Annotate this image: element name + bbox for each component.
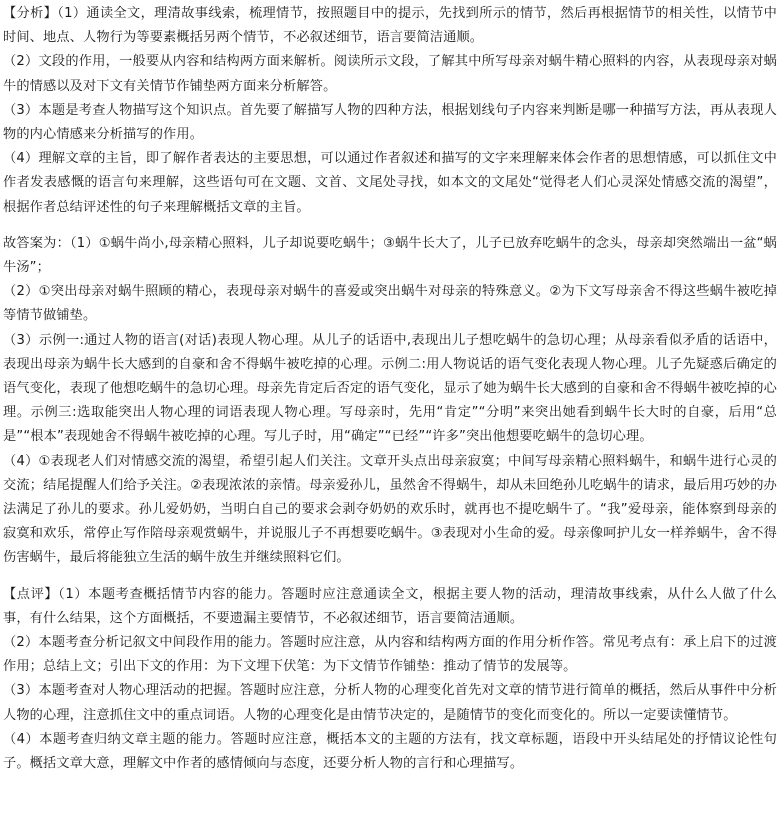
answer-paragraph-1: 故答案为：（1）①蜗牛尚小,母亲精心照料，儿子却说要吃蜗牛；③蜗牛长大了，儿子已放弃吃蜗牛的念头，母亲却突然端出一盆“蜗牛汤”； — [3, 235, 777, 276]
comment-paragraph-2: （2）本题考查分析记叙文中间段作用的能力。答题时应注意，从内容和结构两方面的作用分析作答。常见考点有：承上启下的过渡作用；总结上文；引出下文的作用：为下文埋下伏笔：为下文情节作铺垫：推动了情节的发展等。 — [3, 635, 777, 675]
answer-paragraph-3: （3）示例一:通过人物的语言(对话)表现人物心理。从儿子的话语中,表现出儿子想吃蜗牛的急切心理；从母亲看似矛盾的话语中，表现出母亲为蜗牛长大感到的自豪和舍不得蜗牛被吃掉的心理。示例二:用人物说话的语气变化表现人物心理。儿子先疑惑后确定的语气变化，表现了他想吃蜗牛的急切心理。母亲先肯定后否定的语气变化，显示了她为蜗牛长大感到的自豪和舍不得蜗牛被吃掉的心理。示例三:选取能突出人物心理的词语表现人物心理。写母亲时，先用“肯定”“分明”来突出她看到蜗牛长大时的自豪，后用“总是”“根本”表现她舍不得蜗牛被吃掉的心理。写儿子时，用“确定”“已经”“许多”突出他想要吃蜗牛的急切心理。 — [3, 332, 777, 445]
analysis-paragraph-2: （2）文段的作用，一般要从内容和结构两方面来解析。阅读所示文段，了解其中所写母亲对蜗牛精心照料的内容，从表现母亲对蜗牛的情感以及对下文有关情节作铺垫两方面来分析解答。 — [3, 54, 777, 94]
analysis-paragraph-4: （4）理解文章的主旨，即了解作者表达的主要思想，可以通过作者叙述和描写的文字来理解来体会作者的思想情感，可以抓住文中作者发表感慨的语言句来理解，这些语句可在文题、文首、文尾处寻找，如本文的文尾处“觉得老人们心灵深处情感交流的渴望”，根据作者总结评述性的句子来理解概括文章的主旨。 — [3, 151, 777, 215]
comment-paragraph-4: （4）本题考查归纳文章主题的能力。答题时应注意，概括本文的主题的方法有，找文章标题，语段中开头结尾处的抒情议论性句子。概括文章大意，理解文中作者的感情倾向与态度，还要分析人物的言行和心理描写。 — [3, 731, 777, 772]
answer-paragraph-2: （2）①突出母亲对蜗牛照顾的精心，表现母亲对蜗牛的喜爱或突出蜗牛对母亲的特殊意义。②为下文写母亲舍不得这些蜗牛被吃掉等情节做铺垫。 — [3, 284, 777, 324]
analysis-paragraph-3: （3）本题是考查人物描写这个知识点。首先要了解描写人物的四种方法，根据划线句子内容来判断是哪一种描写方法，再从表现人物的内心情感来分析描写的作用。 — [3, 102, 777, 143]
answer-section — [3, 232, 777, 571]
analysis-section — [3, 2, 777, 220]
comment-paragraph-1: 【点评】（1）本题考查概括情节内容的能力。答题时应注意通读全文，根据主要人物的活动，理清故事线索，从什么人做了什么事，有什么结果，这个方面概括，不要遗漏主要情节，不必叙述细节，语言要简洁通顺。 — [3, 586, 777, 626]
comment-paragraph-3: （3）本题考查对人物心理活动的把握。答题时应注意，分析人物的心理变化首先对文章的情节进行简单的概括，然后从事件中分析人物的心理，注意抓住文中的重点词语。人物的心理变化是由情节决定的，是随情节的变化而变化的。所以一定要读懂情节。 — [3, 683, 777, 723]
answer-paragraph-4: （4）①表现老人们对情感交流的渴望，希望引起人们关注。文章开头点出母亲寂寞；中间写母亲精心照料蜗牛，和蜗牛进行心灵的交流；结尾提醒人们给予关注。②表现浓浓的亲情。母亲爱孙儿，虽然舍不得蜗牛，却从未回绝孙儿吃蜗牛的请求，最后用巧妙的办法满足了孙儿的要求。孙儿爱奶奶，当明白自己的要求会剥夺奶奶的欢乐时，就再也不提吃蜗牛了。“我”爱母亲，能体察到母亲的寂寞和欢乐，常停止写作陪母亲观赏蜗牛，并说服儿子不再想要吃蜗牛。③表现对小生命的爱。母亲像呵护儿女一样养蜗牛，舍不得伤害蜗牛，最后将能独立生活的蜗牛放生并继续照料它们。 — [3, 453, 777, 566]
analysis-paragraph-1: 【分析】（1）通读全文，理清故事线索，梳理情节，按照题目中的提示，先找到所示的情节，然后再根据情节的相关性，以情节中时间、地点、人物行为等要素概括另两个情节，不必叙述细节，语言要简洁通顺。 — [3, 6, 777, 46]
comment-section — [3, 583, 777, 777]
